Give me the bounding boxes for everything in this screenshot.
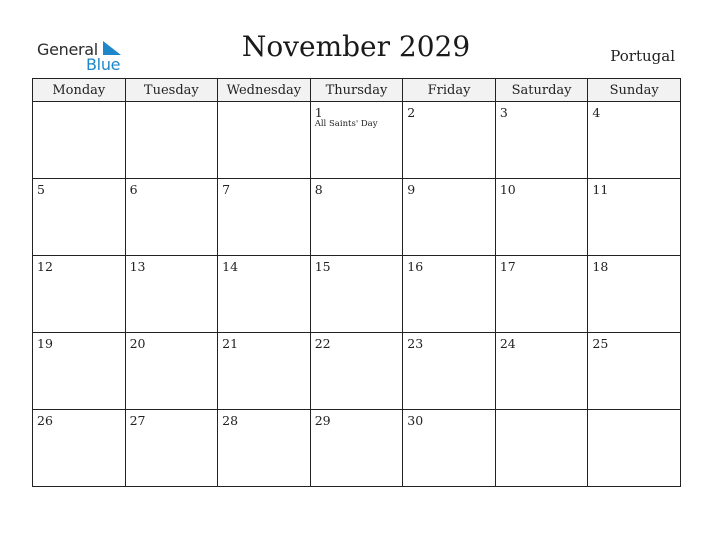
weekday-header: Wednesday <box>218 79 311 102</box>
day-number: 7 <box>222 182 231 197</box>
day-cell <box>125 102 218 179</box>
day-number: 2 <box>407 105 416 120</box>
day-cell <box>310 256 403 333</box>
day-cell <box>218 410 311 487</box>
day-cell <box>125 179 218 256</box>
day-cell <box>218 333 311 410</box>
day-cell <box>495 333 588 410</box>
day-cell <box>33 333 126 410</box>
day-number: 25 <box>592 336 609 351</box>
day-number: 10 <box>499 182 516 197</box>
day-number: 5 <box>37 182 45 197</box>
day-number: 26 <box>37 413 53 428</box>
week-row <box>33 333 681 410</box>
day-number: 18 <box>592 259 609 274</box>
day-number: 28 <box>222 413 239 428</box>
day-cell <box>588 256 681 333</box>
day-cell <box>33 179 126 256</box>
day-cell <box>588 102 681 179</box>
day-number: 30 <box>407 413 424 428</box>
day-cell <box>403 102 496 179</box>
week-row <box>33 410 681 487</box>
day-number: 29 <box>314 413 331 428</box>
day-cell <box>33 102 126 179</box>
day-number: 1 <box>314 105 323 120</box>
day-number: 19 <box>37 336 53 351</box>
day-cell <box>33 256 126 333</box>
day-cell <box>495 256 588 333</box>
day-cell <box>403 333 496 410</box>
day-cell <box>125 256 218 333</box>
day-number: 17 <box>499 259 516 274</box>
weekday-header: Sunday <box>588 79 681 102</box>
day-number: 22 <box>314 336 331 351</box>
day-cell <box>310 179 403 256</box>
day-cell <box>403 179 496 256</box>
day-number: 8 <box>314 182 323 197</box>
day-number: 15 <box>314 259 331 274</box>
day-cell <box>588 410 681 487</box>
day-number: 4 <box>592 105 601 120</box>
weekday-header: Monday <box>33 79 126 102</box>
day-cell <box>310 333 403 410</box>
day-number: 23 <box>407 336 424 351</box>
day-cell <box>218 102 311 179</box>
weekday-header: Saturday <box>495 79 588 102</box>
week-row <box>33 179 681 256</box>
day-number: 13 <box>129 259 146 274</box>
logo-text-general: General <box>37 40 98 59</box>
day-cell <box>33 410 126 487</box>
day-number: 27 <box>129 413 146 428</box>
day-cell <box>125 333 218 410</box>
calendar-grid <box>32 78 681 487</box>
day-cell <box>218 179 311 256</box>
day-number: 6 <box>129 182 138 197</box>
day-number: 11 <box>592 182 609 197</box>
day-cell <box>403 410 496 487</box>
holiday-label: All Saints' Day <box>314 119 378 129</box>
day-cell <box>403 256 496 333</box>
day-cell <box>495 102 588 179</box>
week-row <box>33 256 681 333</box>
day-cell <box>588 179 681 256</box>
day-number: 21 <box>222 336 239 351</box>
day-cell <box>218 256 311 333</box>
day-cell <box>310 410 403 487</box>
day-cell <box>310 102 403 179</box>
day-cell <box>588 333 681 410</box>
day-number: 3 <box>499 105 508 120</box>
weekday-header: Tuesday <box>125 79 218 102</box>
day-number: 9 <box>407 182 416 197</box>
page-title: November 2029 <box>241 30 471 63</box>
weekday-header-row <box>33 79 681 102</box>
day-number: 12 <box>37 259 53 274</box>
country-label: Portugal <box>610 47 675 65</box>
day-number: 20 <box>129 336 146 351</box>
logo-text-blue: Blue <box>86 55 121 74</box>
day-number: 16 <box>407 259 424 274</box>
weekday-header: Thursday <box>310 79 403 102</box>
week-row <box>33 102 681 179</box>
weekday-header: Friday <box>403 79 496 102</box>
day-number: 14 <box>222 259 239 274</box>
day-number: 24 <box>499 336 516 351</box>
day-cell <box>495 410 588 487</box>
day-cell <box>495 179 588 256</box>
day-cell <box>125 410 218 487</box>
